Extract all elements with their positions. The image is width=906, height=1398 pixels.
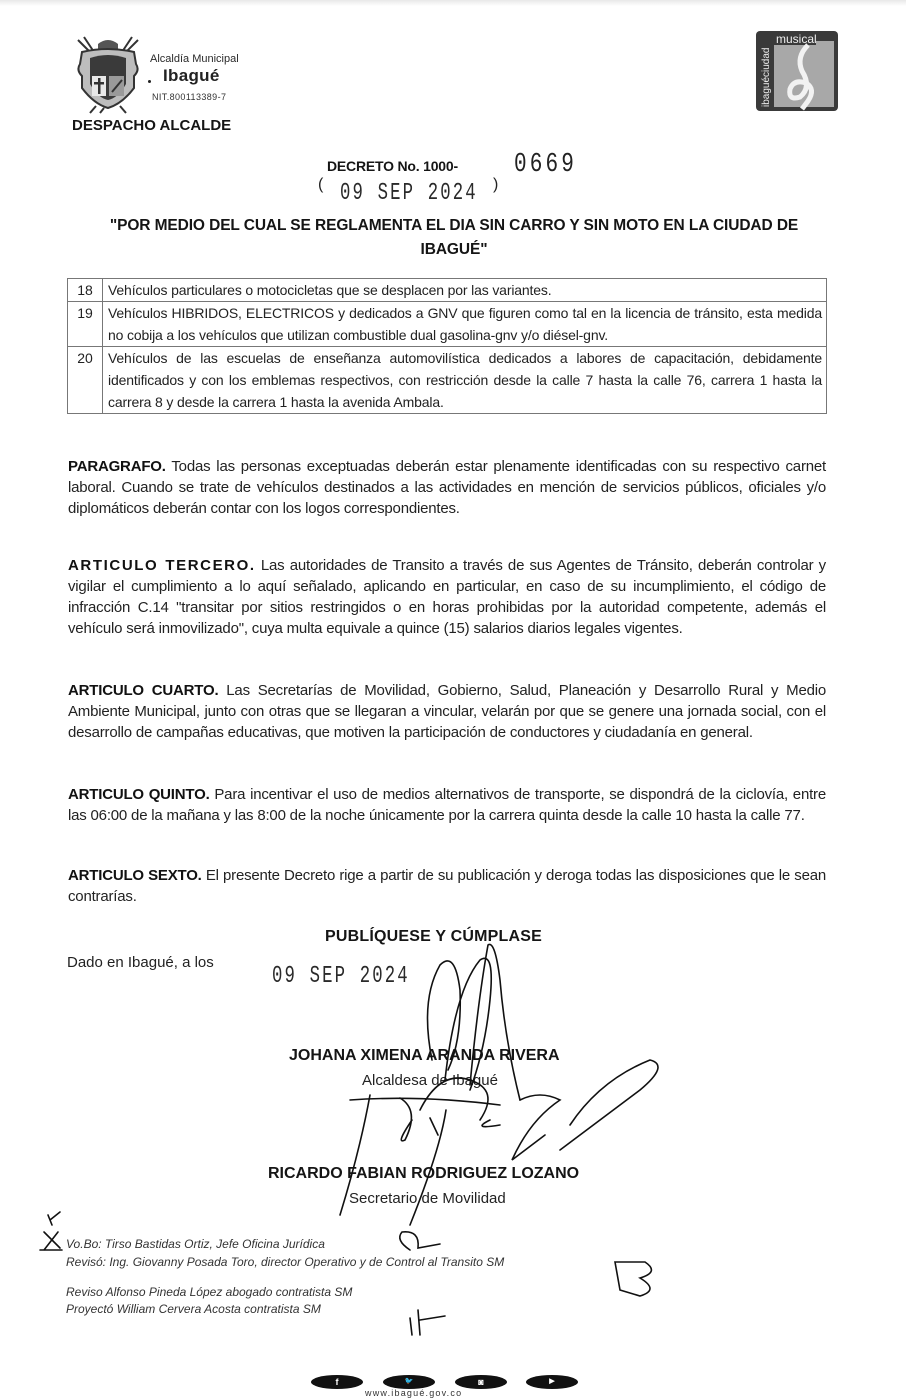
signatory-role: Secretario de Movilidad — [349, 1190, 506, 1207]
exceptions-table — [67, 278, 827, 414]
row-number: 19 — [68, 302, 103, 347]
row-text: Vehículos de las escuelas de enseñanza automovilística dedicados a labores de capacitación, debidamente identificados y con los emblemas respectivos, con restricción desde la calle 7 hasta la calle 76, carrera 1 hasta la carrera 8 y desde la carrera 1 hasta la avenida Ambala. — [103, 347, 827, 414]
row-number: 18 — [68, 279, 103, 302]
given-in-label: Dado en Ibagué, a los — [67, 954, 214, 971]
facebook-icon[interactable]: f — [311, 1375, 363, 1389]
article-tercero — [68, 555, 826, 639]
org-name: Alcaldía Municipal — [150, 53, 239, 65]
row-number: 20 — [68, 347, 103, 414]
signing-date-stamp: 09 SEP 2024 — [272, 963, 410, 990]
article-cuarto — [68, 680, 826, 743]
table-row — [68, 347, 827, 414]
article-heading: ARTICULO CUARTO. — [68, 682, 219, 699]
instagram-icon[interactable]: ◙ — [455, 1375, 507, 1389]
article-heading: ARTICULO SEXTO. — [68, 867, 202, 884]
table-row — [68, 302, 827, 347]
youtube-icon[interactable]: ▶ — [526, 1375, 578, 1389]
bullet-dot — [148, 80, 151, 83]
twitter-icon[interactable]: 🐦 — [383, 1375, 435, 1389]
svg-text:ibaguéciudad: ibaguéciudad — [761, 47, 772, 107]
article-text: Las Secretarías de Movilidad, Gobierno, Salud, Planeación y Desarrollo Rural y Medio Ambiente Municipal, junto con otras que se llegaran a vincular, velarán por que se genere una jornada social, con el desarrollo de campañas educativas, que motiven la participación de conductores y ciudadanía en general. — [68, 682, 827, 741]
paragraph-paragrafo — [68, 456, 826, 519]
decree-number-stamp: 0669 — [514, 150, 578, 180]
date-paren-close: ) — [493, 176, 499, 193]
row-text: Vehículos particulares o motocicletas que se desplacen por las variantes. — [103, 279, 827, 302]
decree-subject: "POR MEDIO DEL CUAL SE REGLAMENTA EL DIA SIN CARRO Y SIN MOTO EN LA CIUDAD DE IBAGUÉ" — [109, 217, 799, 258]
publish-statement: PUBLÍQUESE Y CÚMPLASE — [325, 928, 542, 945]
article-text: El presente Decreto rige a partir de su publicación y deroga todas las disposiciones que le sean contrarías. — [68, 867, 826, 905]
row-text: Vehículos HIBRIDOS, ELECTRICOS y dedicados a GNV que figuren como tal en la licencia de tránsito, esta medida no cobija a los vehículos que utilizan combustible dual gasolina-gnv y/o diésel-gnv. — [103, 302, 827, 347]
musical-city-logo-icon — [756, 31, 838, 111]
decree-number-label: DECRETO No. 1000- — [327, 158, 458, 174]
scan-edge — [0, 0, 906, 6]
date-paren-open: ( — [318, 176, 324, 193]
article-heading: ARTICULO QUINTO. — [68, 786, 210, 803]
table-row — [68, 279, 827, 302]
article-text: Para incentivar el uso de medios alternativos de transporte, se dispondrá de la ciclovía, entre las 06:00 de la mañana y las 8:00 de la noche únicamente por la carrera quinta desde la calle 10 hasta la calle 77. — [68, 786, 826, 824]
website-link[interactable]: www.ibagué.gov.co — [365, 1388, 463, 1398]
city-name: Ibagué — [163, 66, 220, 85]
signatory-name: RICARDO FABIAN RODRIGUEZ LOZANO — [268, 1165, 580, 1182]
article-quinto — [68, 784, 826, 826]
review-note: Reviso Alfonso Pineda López abogado contratista SM — [66, 1285, 353, 1299]
decree-date-stamp: 09 SEP 2024 — [340, 180, 478, 207]
article-sexto — [68, 865, 826, 907]
article-heading: ARTICULO TERCERO. — [68, 557, 256, 574]
coat-of-arms-icon — [70, 34, 146, 114]
article-text: Las autoridades de Transito a través de sus Agentes de Tránsito, deberán controlar y vigilar el cumplimiento a lo aquí señalado, aplicando en particular, en caso de su incumplimiento, el código de infracción C.14 "transitar por sitios restringidos o en horas prohibidas por la autoridad competente, además el vehículo será inmovilizado", cuya multa equivale a quince (15) salarios diarios legales vigentes. — [68, 557, 826, 637]
signatory-name: JOHANA XIMENA ARANDA RIVERA — [289, 1047, 560, 1064]
article-heading: PARAGRAFO. — [68, 458, 166, 475]
review-note: Vo.Bo: Tirso Bastidas Ortiz, Jefe Oficina Jurídica — [66, 1237, 325, 1251]
signatory-role: Alcaldesa de Ibagué — [362, 1072, 498, 1089]
review-note: Revisó: Ing. Giovanny Posada Toro, director Operativo y de Control al Transito SM — [66, 1255, 505, 1269]
nit-number: NIT.800113389-7 — [152, 92, 227, 102]
office-name: DESPACHO ALCALDE — [72, 117, 232, 134]
svg-text:musical: musical — [776, 32, 817, 46]
article-text: Todas las personas exceptuadas deberán estar plenamente identificadas con su respectivo carnet laboral. Cuando se trate de vehículos destinados a las actividades en mención de servicios públicos, oficiales y/o diplomáticos deberán contar con los logos correspondientes. — [68, 458, 826, 517]
review-note: Proyectó William Cervera Acosta contratista SM — [66, 1302, 321, 1316]
